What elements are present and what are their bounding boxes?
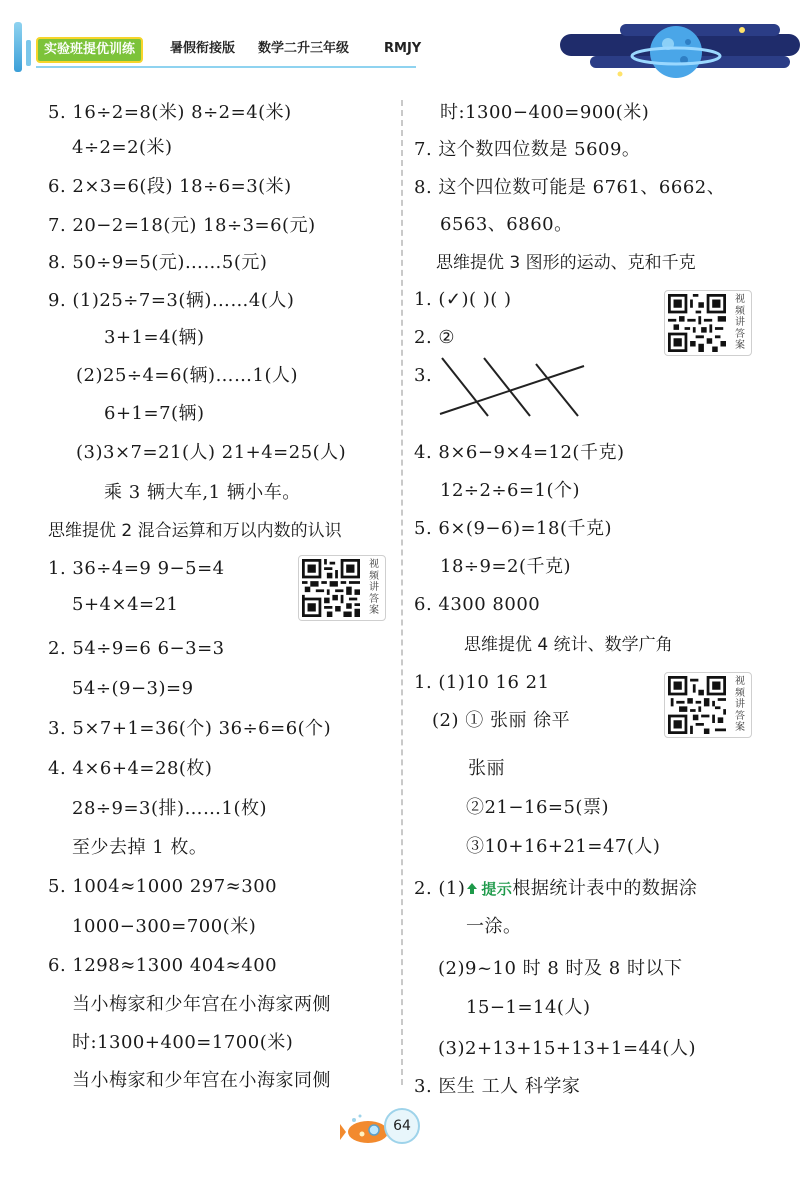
page-number: 64 xyxy=(384,1108,420,1144)
answer-line: 6563、6860。 xyxy=(440,214,573,235)
answer-line: 7. 这个数四位数是 5609。 xyxy=(414,139,641,160)
answer-line: 6. 1298≈1300 404≈400 xyxy=(48,955,278,976)
answer-line: 1. (1)10 16 21 xyxy=(414,672,550,693)
answer-line: 3+1=4(辆) xyxy=(104,327,205,348)
answer-line: (2) ① 张丽 徐平 xyxy=(432,710,571,731)
answer-prefix: 2. (1) xyxy=(414,878,466,899)
answer-line: 3. xyxy=(414,365,433,386)
qr-label: 视频讲答案 xyxy=(735,676,745,733)
answer-line: 9. (1)25÷7=3(辆)……4(人) xyxy=(48,290,295,311)
answer-line: 5. 16÷2=8(米) 8÷2=4(米) xyxy=(48,102,292,123)
answer-line: (2)9~10 时 8 时及 8 时以下 xyxy=(438,958,683,979)
answer-line: 4. 4×6+4=28(枚) xyxy=(48,758,213,779)
section-title: 思维提优 2 混合运算和万以内数的认识 xyxy=(48,521,342,541)
answer-line: 5+4×4=21 xyxy=(72,594,179,615)
answer-line: 6. 4300 8000 xyxy=(414,594,541,615)
qr-code-video[interactable] xyxy=(298,555,386,621)
section-title: 思维提优 3 图形的运动、克和千克 xyxy=(436,253,696,273)
answer-line: 15−1=14(人) xyxy=(466,997,591,1018)
answer-line: 8. 50÷9=5(元)……5(元) xyxy=(48,252,268,273)
edition-label: 暑假衔接版 xyxy=(170,41,236,56)
answer-line: 1. 36÷4=9 9−5=4 xyxy=(48,558,225,579)
answer-line: ②21−16=5(票) xyxy=(466,797,609,818)
qr-code-icon xyxy=(302,559,360,617)
answer-line: 时:1300−400=900(米) xyxy=(440,102,650,123)
qr-code-icon xyxy=(668,294,726,352)
diagonal-line xyxy=(536,364,578,416)
answer-line: 4. 8×6−9×4=12(千克) xyxy=(414,442,625,463)
answer-line: 6+1=7(辆) xyxy=(104,403,205,424)
header-accent-bar xyxy=(14,22,22,72)
answer-line: 8. 这个四位数可能是 6761、6662、 xyxy=(414,177,726,198)
answer-line: 4÷2=2(米) xyxy=(72,137,173,158)
planet-illustration xyxy=(560,12,800,90)
hint-label: 提示 xyxy=(481,880,513,898)
header-accent-bar-small xyxy=(26,40,31,66)
answer-line: 3. 医生 工人 科学家 xyxy=(414,1076,581,1097)
hint-icon xyxy=(465,881,479,895)
answer-line: 至少去掉 1 枚。 xyxy=(72,837,208,858)
answer-line: 7. 20−2=18(元) 18÷3=6(元) xyxy=(48,215,316,236)
header-underline xyxy=(36,66,416,68)
qr-code-video[interactable] xyxy=(664,672,752,738)
diagonal-line xyxy=(442,358,488,416)
answer-line: (2)25÷4=6(辆)……1(人) xyxy=(76,365,299,386)
hint-text: 根据统计表中的数据涂 xyxy=(512,878,698,899)
column-divider xyxy=(401,100,403,1085)
answer-line: 当小梅家和少年宫在小海家两侧 xyxy=(72,994,331,1015)
answer-line: 乘 3 辆大车,1 辆小车。 xyxy=(104,482,301,503)
version-label: RMJY xyxy=(384,41,422,56)
answer-line: 时:1300+400=1700(米) xyxy=(72,1032,294,1053)
answer-line: 5. 1004≈1000 297≈300 xyxy=(48,876,278,897)
parallel-lines-figure xyxy=(436,356,586,426)
qr-label: 视频讲答案 xyxy=(735,294,745,351)
answer-line: (3)2+13+15+13+1=44(人) xyxy=(438,1038,696,1059)
answer-line: 3. 5×7+1=36(个) 36÷6=6(个) xyxy=(48,718,332,739)
answer-line: 12÷2÷6=1(个) xyxy=(440,480,581,501)
page-header xyxy=(0,0,800,100)
answer-line: 18÷9=2(千克) xyxy=(440,556,572,577)
hint-answer-line xyxy=(414,876,697,902)
answer-line: 1. (✓)( )( ) xyxy=(414,289,512,310)
answer-line: (3)3×7=21(人) 21+4=25(人) xyxy=(76,442,347,463)
answer-line: 张丽 xyxy=(468,758,505,779)
answer-line: ③10+16+21=47(人) xyxy=(466,836,661,857)
section-title: 思维提优 4 统计、数学广角 xyxy=(464,635,673,655)
qr-code-video[interactable] xyxy=(664,290,752,356)
answer-line: 2. 54÷9=6 6−3=3 xyxy=(48,638,225,659)
subject-label: 数学二升三年级 xyxy=(258,41,350,56)
answer-line: 28÷9=3(排)……1(枚) xyxy=(72,798,268,819)
answer-line: 当小梅家和少年宫在小海家同侧 xyxy=(72,1070,331,1091)
answer-line: 一涂。 xyxy=(466,916,522,937)
series-badge: 实验班提优训练 xyxy=(36,37,143,63)
answer-line: 54÷(9−3)=9 xyxy=(72,678,194,699)
answer-line: 2. ② xyxy=(414,327,456,348)
answer-line: 1000−300=700(米) xyxy=(72,916,257,937)
answer-line: 5. 6×(9−6)=18(千克) xyxy=(414,518,612,539)
cross-line xyxy=(440,366,584,414)
qr-code-icon xyxy=(668,676,726,734)
qr-label: 视频讲答案 xyxy=(369,559,379,616)
answer-line: 6. 2×3=6(段) 18÷6=3(米) xyxy=(48,176,292,197)
